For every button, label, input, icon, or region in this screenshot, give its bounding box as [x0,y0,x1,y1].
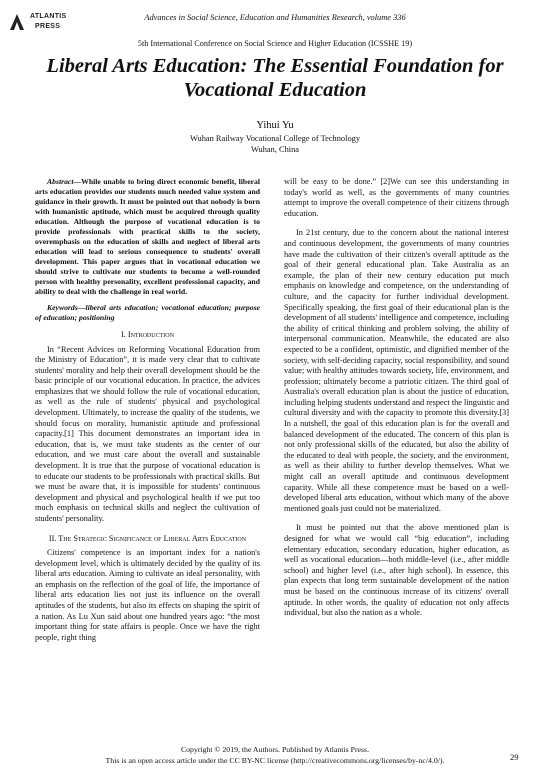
section-heading-introduction: I. Introduction [121,330,174,339]
strategic-significance-paragraph: Citizens' competence is an important index for a nation's development level, which is ultimately decided by the quality of its liberal arts education. Aiming to cultivate an ideal personality, with an emphasis on the reflection of the goal of life, the importance of liberal arts education lies not just its influence on the overall aptitudes of the students, but also its effects on shaping the spirit of a nation. As Lu Xun said about one hundred years ago: “the most important thing for state affairs is people. Once we have the right people, right thing [35,548,260,642]
journal-header: Advances in Social Science, Education and Humanities Research, volume 336 [144,13,406,22]
affiliation-location: Wuhan, China [250,144,300,154]
license-line: This is an open access article under the CC BY-NC license (http://creativecommons.org/licenses/by-nc/4.0/). [105,756,445,765]
page-number: 29 [510,752,519,762]
publisher-name-line2: PRESS [35,23,61,30]
affiliation-institution: Wuhan Railway Vocational College of Technology [189,134,361,143]
introduction-paragraph: In “Recent Advices on Reforming Vocational Education from the Ministry of Education”, it is made very clear that to cultivate students' morality and help their overall development should be the basic principle of our vocational education. In practice, the advices emphasizes that we should follow the rule of vocational education, as well as the rule of students' physical and psychological development. Ultimately, to increase the quality of the students, we should focus on morality, humanistic aptitude and professional capacity.[1] This document demonstrates an important idea in education, that is, we must take students as the center of our education, and we must care about the overall and sustainable development. It is true that the purpose of vocational education is to educate our students to be professionals with practical skills. But we must be aware that, it is impossible for students' continuous development and physical and psychological health if we put too much emphasis on technical skills and neglect the cultivation of students' personality. [35,344,260,523]
abstract-label: Abstract [47,177,74,186]
keywords [35,303,260,323]
continuation-paragraph: will be easy to be done.” [2]We can see this understanding in today's world as well, as the governments of many countries attempt to improve the overall competence of their citizens through education. [284,177,509,218]
conference-name: 5th International Conference on Social Science and Higher Education (ICSSHE 19) [137,39,413,48]
keywords-text: —liberal arts education; vocational education; purpose of education; positioning [35,303,260,322]
section-heading-strategic-significance: II. The Strategic Significance of Liberal Arts Education [48,533,247,543]
paper-title: Liberal Arts Education: The Essential Foundation for Vocational Education [46,55,504,101]
author-name: Yihui Yu [256,120,294,131]
left-column [35,177,260,643]
australia-paragraph: In 21st century, due to the concern about the national interest and continuous development, the governments of many countries have made the cultivation of their citizen's overall aptitude as the goal of their general educational plan. Take Australia as an example, the plan of their new century education put much emphasis on knowledge and competence, on the understanding of culture, and the capacity for further individual development. Specifically speaking, the first goal of their educational plan is the development of all students' intelligence and competence, including the ability of critical thinking and problem solving, the ability of interpersonal communication. Meanwhile, the educated are also expected to be a confident, optimistic, and dignified member of the society, with self-deciding capacity, social responsibility, and sound value; with healthy attitudes towards society, life, environment, and profession; ultimately become a patriotic citizen. The third goal of Australia's overall education plan is about the justice of education, including helping students understand and respect the linguistic and cultural diversity and with the capacity to promote this diversity.[3] In a nutshell, the goal of this education plan is for the overall and balanced development of the educated. The concern of this plan is not only professional skills of the educated, but also the ability of the educated to deal with people, the society, and the environment, as well as their ability to further develop themselves. What we might call an overall aptitude and continuous development capacity. While all these competence must be based on a well-developed liberal arts education, without which many of the above mentioned goals just could not be materialized. [284,228,509,513]
author-affiliation [0,134,550,155]
abstract-text: —While unable to bring direct economic benefit, liberal arts education provides our students much needed value system and guidance in their growth. It must be pointed out that nobody is born with humanistic aptitude, which must be acquired through quality education. Although the purpose of vocational education is to provide professionals with practical skills to the society, overemphasis on the education of skills and neglect of liberal arts education will lead to serious consequence to students' overall development. This paper argues that in vocational education we should strive to cultivate our students to become a well-rounded person with healthy personality, excellent professional capacity, and ability to deal with the challenge in real world. [35,177,260,296]
keywords-label: Keywords [47,303,78,312]
abstract [35,177,260,297]
right-column [284,177,509,619]
publisher-name-line1: ATLANTIS [30,13,67,20]
big-education-paragraph: It must be pointed out that the above mentioned plan is designed for what we would call “big education”, including elementary education, secondary education, higher education, as well as vocational education—both middle-level (i.e., after middle school) and higher level (i.e., after high school). In essence, this plan expects that long term sustainable development of the nation must be based on the continuous increase of its citizens' overall aptitude. In other words, the quality of education not only affects individual, but also the nation as a whole. [284,523,509,618]
copyright-line: Copyright © 2019, the Authors. Published by Atlantis Press. [180,745,370,754]
